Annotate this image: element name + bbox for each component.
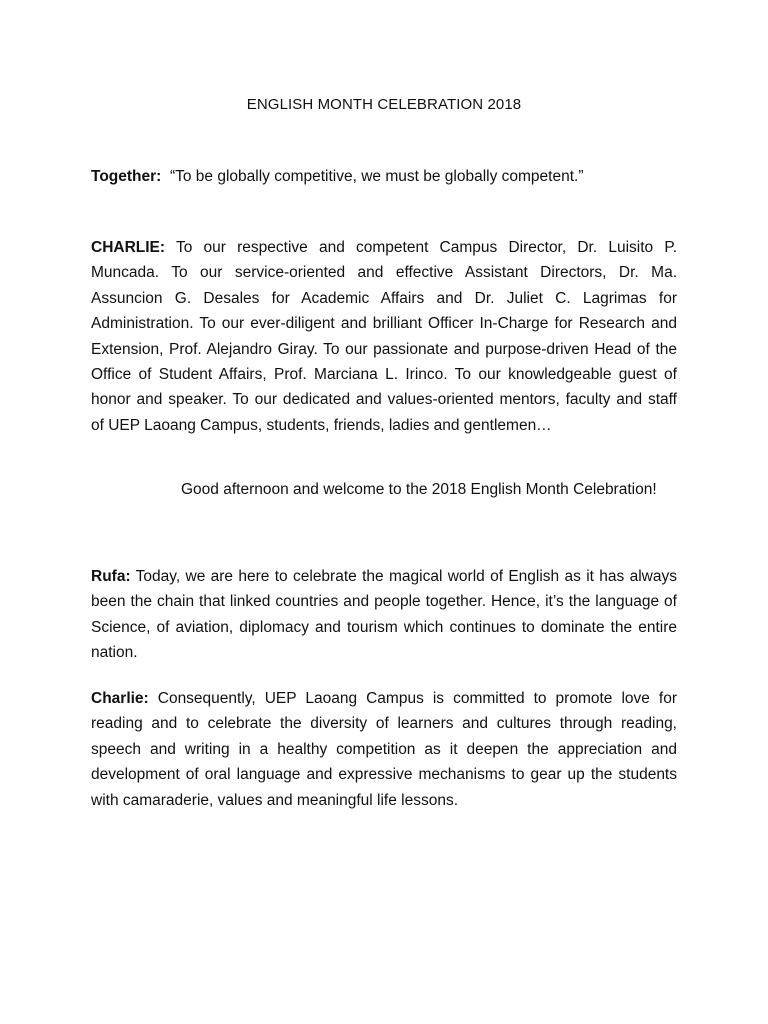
speaker-label: Charlie: [91,690,149,707]
paragraph-text: “To be globally competitive, we must be globally competent.” [161,168,584,185]
speaker-label: CHARLIE: [91,239,166,256]
speaker-label: Rufa: [91,568,131,585]
paragraph-text: Good afternoon and welcome to the 2018 English Month Celebration! [181,481,657,498]
paragraph-together [91,164,677,189]
paragraph-rufa [91,564,677,666]
paragraph-text: To our respective and competent Campus Director, Dr. Luisito P. Muncada. To our service-oriented and effective Assistant Directors, Dr. Ma. Assuncion G. Desales for Academic Affairs and Dr. Juliet C. Lagrimas for Administration. To our ever-diligent and brilliant Officer In-Charge for Research and Extension, Prof. Alejandro Giray. To our passionate and purpose-driven Head of the Office of Student Affairs, Prof. Marciana L. Irinco. To our knowledgeable guest of honor and speaker. To our dedicated and values-oriented mentors, faculty and staff of UEP Laoang Campus, students, friends, ladies and gentlemen… [91,239,677,434]
paragraph-text: Today, we are here to celebrate the magical world of English as it has always been the chain that linked countries and people together. Hence, it’s the language of Science, of aviation, diplomacy and tourism which continues to dominate the entire nation. [91,568,677,662]
paragraph-charlie-greeting [91,235,677,438]
paragraph-charlie-closing [91,686,677,813]
speaker-label: Together: [91,168,162,185]
document-title: ENGLISH MONTH CELEBRATION 2018 [246,96,522,113]
paragraph-welcome [91,477,677,502]
paragraph-text: Consequently, UEP Laoang Campus is committed to promote love for reading and to celebrate the diversity of learners and cultures through reading, speech and writing in a healthy competition as it deepen the appreciation and development of oral language and expressive mechanisms to gear up the students with camaraderie, values and meaningful life lessons. [91,690,677,809]
